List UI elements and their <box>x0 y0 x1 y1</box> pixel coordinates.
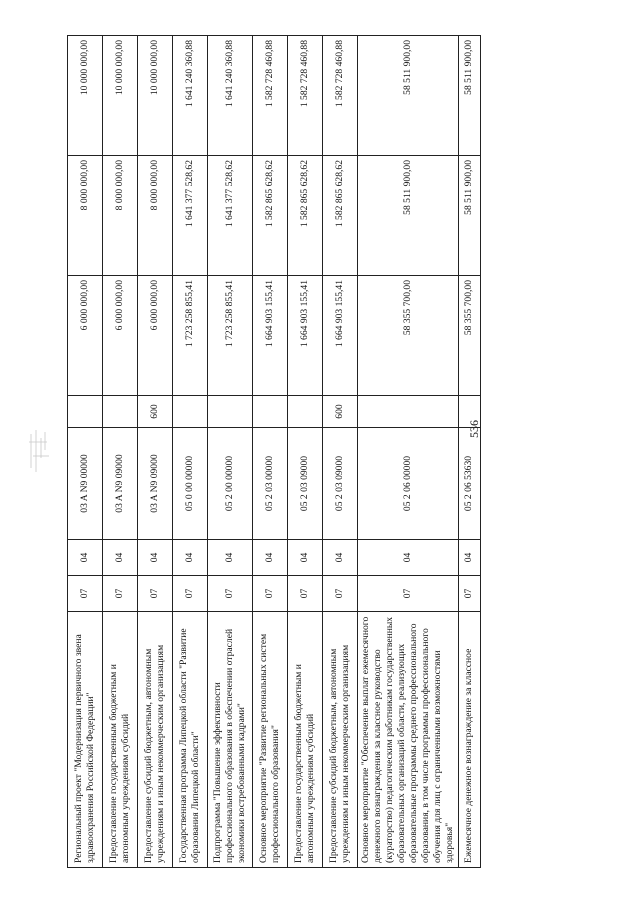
cell-vr <box>208 396 253 428</box>
cell-sum2: 1 582 865 628,62 <box>253 156 288 276</box>
cell-code1: 07 <box>103 576 138 612</box>
cell-vr <box>68 396 103 428</box>
cell-name: Ежемесячное денежное вознаграждение за классное <box>458 612 480 868</box>
cell-code2: 04 <box>288 540 323 576</box>
cell-target: 05 2 00 00000 <box>208 428 253 540</box>
cell-vr <box>288 396 323 428</box>
table-row <box>323 36 358 868</box>
cell-sum2: 58 511 900,00 <box>458 156 480 276</box>
cell-sum2: 8 000 000,00 <box>68 156 103 276</box>
cell-vr <box>103 396 138 428</box>
cell-vr <box>458 396 480 428</box>
cell-sum2: 1 641 377 528,62 <box>208 156 253 276</box>
cell-sum1: 1 723 258 855,41 <box>208 276 253 396</box>
cell-target: 03 A N9 09000 <box>138 428 173 540</box>
cell-sum1: 1 664 903 155,41 <box>323 276 358 396</box>
cell-target: 05 2 06 53630 <box>458 428 480 540</box>
cell-code2: 04 <box>103 540 138 576</box>
table-row <box>103 36 138 868</box>
cell-code2: 04 <box>173 540 208 576</box>
cell-sum3: 58 511 900,00 <box>358 36 459 156</box>
cell-target: 05 2 03 00000 <box>253 428 288 540</box>
cell-code1: 07 <box>208 576 253 612</box>
cell-sum2: 1 641 377 528,62 <box>173 156 208 276</box>
cell-code1: 07 <box>173 576 208 612</box>
table-row <box>138 36 173 868</box>
cell-sum1: 1 664 903 155,41 <box>253 276 288 396</box>
cell-sum3: 10 000 000,00 <box>138 36 173 156</box>
cell-sum3: 1 641 240 360,88 <box>208 36 253 156</box>
cell-vr <box>358 396 459 428</box>
cell-target: 05 0 00 00000 <box>173 428 208 540</box>
cell-sum2: 1 582 865 628,62 <box>288 156 323 276</box>
cell-sum1: 58 355 700,00 <box>358 276 459 396</box>
cell-code2: 04 <box>68 540 103 576</box>
cell-target: 05 2 03 09000 <box>288 428 323 540</box>
table-body <box>68 36 481 868</box>
cell-vr <box>173 396 208 428</box>
cell-name: Региональный проект "Модернизация первичного звена здравоохранения Российской Федерации" <box>68 612 103 868</box>
cell-vr: 600 <box>323 396 358 428</box>
cell-sum3: 10 000 000,00 <box>103 36 138 156</box>
cell-name: Основное мероприятие "Обеспечение выплат ежемесячного денежного вознаграждения за классное руководство (кураторство) педагогическим работникам государственных образовательных организаций области, реализующих образовательные программы среднего профессионального образования, в том числе программы профессионального обучения для лиц с ограниченными возможностями здоровья" <box>358 612 459 868</box>
cell-code1: 07 <box>253 576 288 612</box>
cell-vr <box>253 396 288 428</box>
cell-code2: 04 <box>458 540 480 576</box>
table-row <box>173 36 208 868</box>
cell-code1: 07 <box>288 576 323 612</box>
cell-target: 05 2 03 09000 <box>323 428 358 540</box>
cell-name: Подпрограмма "Повышение эффективности профессионального образования в обеспечении отраслей экономики востребованными кадрами" <box>208 612 253 868</box>
cell-code1: 07 <box>458 576 480 612</box>
cell-code2: 04 <box>253 540 288 576</box>
cell-name: Предоставление государственным бюджетным и автономным учреждениям субсидий <box>288 612 323 868</box>
cell-vr: 600 <box>138 396 173 428</box>
cell-code2: 04 <box>208 540 253 576</box>
cell-sum2: 1 582 865 628,62 <box>323 156 358 276</box>
budget-table <box>67 35 481 868</box>
cell-code1: 07 <box>138 576 173 612</box>
cell-sum1: 6 000 000,00 <box>138 276 173 396</box>
rotated-table-container <box>67 36 475 868</box>
cell-sum2: 8 000 000,00 <box>138 156 173 276</box>
table-row <box>458 36 480 868</box>
cell-sum2: 58 511 900,00 <box>358 156 459 276</box>
cell-sum3: 58 511 900,00 <box>458 36 480 156</box>
cell-target: 03 A N9 09000 <box>103 428 138 540</box>
cell-sum3: 1 582 728 460,88 <box>253 36 288 156</box>
table-row <box>68 36 103 868</box>
cell-target: 05 2 06 00000 <box>358 428 459 540</box>
cell-sum3: 1 641 240 360,88 <box>173 36 208 156</box>
cell-sum1: 6 000 000,00 <box>68 276 103 396</box>
cell-sum1: 6 000 000,00 <box>103 276 138 396</box>
cell-name: Предоставление субсидий бюджетным, автономным учреждениям и иным некоммерческим организациям <box>323 612 358 868</box>
cell-code1: 07 <box>323 576 358 612</box>
cell-sum3: 1 582 728 460,88 <box>288 36 323 156</box>
cell-sum3: 1 582 728 460,88 <box>323 36 358 156</box>
table-row <box>358 36 459 868</box>
cell-sum2: 8 000 000,00 <box>103 156 138 276</box>
cell-code2: 04 <box>358 540 459 576</box>
cell-sum1: 58 355 700,00 <box>458 276 480 396</box>
table-row <box>253 36 288 868</box>
table-row <box>288 36 323 868</box>
cell-name: Основное мероприятие "Развитие региональных систем профессионального образования" <box>253 612 288 868</box>
cell-code2: 04 <box>323 540 358 576</box>
cell-code1: 07 <box>68 576 103 612</box>
cell-code1: 07 <box>358 576 459 612</box>
cell-sum3: 10 000 000,00 <box>68 36 103 156</box>
cell-target: 03 A N9 00000 <box>68 428 103 540</box>
cell-name: Предоставление государственным бюджетным и автономным учреждениям субсидий <box>103 612 138 868</box>
cell-name: Государственная программа Липецкой области "Развитие образования Липецкой области" <box>173 612 208 868</box>
cell-name: Предоставление субсидий бюджетным, автономным учреждениям и иным некоммерческим организациям <box>138 612 173 868</box>
cell-sum1: 1 723 258 855,41 <box>173 276 208 396</box>
scan-artifact <box>27 428 51 476</box>
table-row <box>208 36 253 868</box>
cell-sum1: 1 664 903 155,41 <box>288 276 323 396</box>
cell-code2: 04 <box>138 540 173 576</box>
page-number: 536 <box>467 420 481 438</box>
